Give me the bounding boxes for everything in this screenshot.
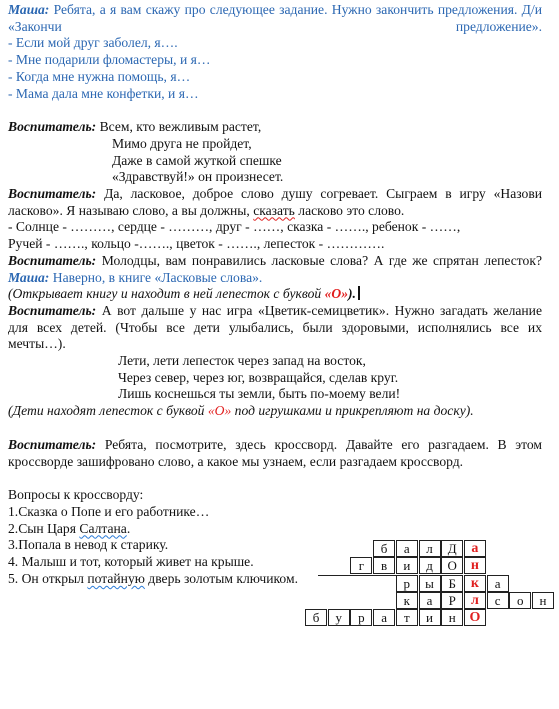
poem-line: «Здравствуй!» он произнесет. — [112, 169, 284, 185]
crossword-cell: Б — [441, 575, 463, 592]
text-cursor — [358, 286, 360, 300]
poem-line: Лишь коснешься ты земли, быть по-моему вели! — [118, 386, 401, 402]
poem-line: Даже в самой жуткой спешке — [112, 152, 282, 168]
crossword-cell: О — [441, 557, 463, 574]
teacher-text: Молодцы, вам понравились ласковые слова? А где же спрятан лепесток? — [101, 252, 542, 268]
crossword-cell: и — [419, 609, 441, 626]
crossword-cell: и — [396, 557, 418, 574]
petal-letter: «О» — [324, 286, 349, 302]
list-item: - Когда мне нужна помощь, я… — [8, 68, 191, 84]
speaker-teacher: Воспитатель: — [8, 119, 97, 135]
document-page — [8, 0, 542, 588]
affectionate-words-row: - Солнце - ………, сердце - ………, друг - ……, сказка - ……., ребенок - ……, — [8, 219, 461, 235]
stage-direction: (Дети находят лепесток с буквой «О» под игрушками и прикрепляют на доску). — [8, 403, 474, 419]
teacher-poem-line-1 — [8, 119, 542, 136]
crossword-cell: к — [396, 592, 418, 609]
crossword-key-cell: О — [464, 609, 486, 626]
poem-line: Всем, кто вежливым растет, — [99, 119, 262, 135]
crossword-cell: б — [305, 609, 327, 626]
crossword-cell: Р — [441, 592, 463, 609]
teacher-flower-paragraph — [8, 303, 542, 353]
question-3: 3.Попала в невод к старику. — [8, 537, 169, 553]
crossword-questions — [8, 487, 300, 587]
questions-heading: Вопросы к кроссворду: — [8, 487, 144, 503]
list-item: - Мне подарили фломастеры, и я… — [8, 52, 211, 68]
teacher-crossword-paragraph — [8, 437, 542, 470]
crossword-cell: р — [350, 609, 372, 626]
list-item: - Мама дала мне конфетки, и я… — [8, 85, 199, 101]
speaker-teacher: Воспитатель: — [8, 252, 97, 268]
crossword-cell: б — [373, 540, 395, 557]
crossword-cell: ы — [419, 575, 441, 592]
poem-line: Мимо друга не пройдет, — [112, 135, 252, 151]
crossword-key-cell: л — [464, 592, 486, 609]
crossword-cell: т — [396, 609, 418, 626]
crossword-cell: н — [532, 592, 554, 609]
crossword-key-cell: к — [464, 575, 486, 592]
masha-intro-text: Ребята, а я вам скажу про следующее задание. Нужно закончить предложения. Д/и «Закончи предложение». — [8, 2, 542, 34]
question-2: 2.Сын Царя Салтана. — [8, 520, 131, 536]
masha-book-line — [8, 270, 542, 287]
speaker-teacher: Воспитатель: — [8, 186, 97, 202]
crossword-cell: о — [509, 592, 531, 609]
question-1: 1.Сказка о Попе и его работнике… — [8, 503, 210, 519]
crossword-cell: г — [350, 557, 372, 574]
speaker-masha: Маша: — [8, 269, 50, 285]
crossword-key-cell: а — [464, 540, 486, 557]
crossword-cell: а — [487, 575, 509, 592]
crossword-cell: в — [373, 557, 395, 574]
list-item: - Если мой друг заболел, я…. — [8, 35, 178, 51]
crossword-cell: Д — [441, 540, 463, 557]
speaker-teacher: Воспитатель: — [8, 436, 97, 452]
crossword-cell: р — [396, 575, 418, 592]
petal-letter: «О» — [207, 403, 232, 419]
teacher-text: Да, ласковое, доброе слово душу согревает. Сыграем в игру «Назови ласково». Я называю слово, а вы должны, сказать ласково это слово. — [8, 186, 543, 218]
teacher-text: А вот дальше у нас игра «Цветик-семицветик». Нужно загадать желание для всех детей. (Чтобы все дети улыбались, были здоровыми, исполнялись все их мечты…). — [8, 302, 542, 352]
poem-line: Лети, лети лепесток через запад на восток, — [118, 353, 366, 369]
crossword-cell: у — [328, 609, 350, 626]
affectionate-words-row: Ручей - ……., кольцо -……., цветок - ……., лепесток - …………. — [8, 236, 385, 252]
question-4: 4. Малыш и тот, который живет на крыше. — [8, 554, 254, 570]
teacher-affectionate-paragraph — [8, 186, 542, 219]
crossword-cell: а — [396, 540, 418, 557]
teacher-text: Ребята, посмотрите, здесь кроссворд. Давайте его разгадаем. В этом кроссворде зашифровано слово, а какое мы узнаем, если разгадаем кроссворд. — [8, 436, 542, 469]
crossword-cell: д — [419, 557, 441, 574]
speaker-teacher: Воспитатель: — [8, 302, 97, 318]
masha-intro-paragraph — [8, 2, 542, 35]
speaker-masha: Маша: — [8, 2, 50, 17]
poem-line: Через север, через юг, возвращайся, сделав круг. — [118, 369, 399, 385]
question-5: 5. Он открыл потайную дверь золотым ключиком. — [8, 570, 298, 586]
masha-text: Наверно, в книге «Ласковые слова». — [52, 269, 263, 285]
crossword-cell: а — [419, 592, 441, 609]
crossword-key-cell: н — [464, 557, 486, 574]
crossword-cell: н — [441, 609, 463, 626]
crossword-cell: с — [487, 592, 509, 609]
finish-sentence-list — [8, 35, 542, 102]
crossword-cell: л — [419, 540, 441, 557]
crossword-cell: а — [373, 609, 395, 626]
teacher-petal-question — [8, 253, 542, 270]
stage-direction: (Открывает книгу и находит в ней лепесток с буквой «О»). — [8, 286, 542, 303]
